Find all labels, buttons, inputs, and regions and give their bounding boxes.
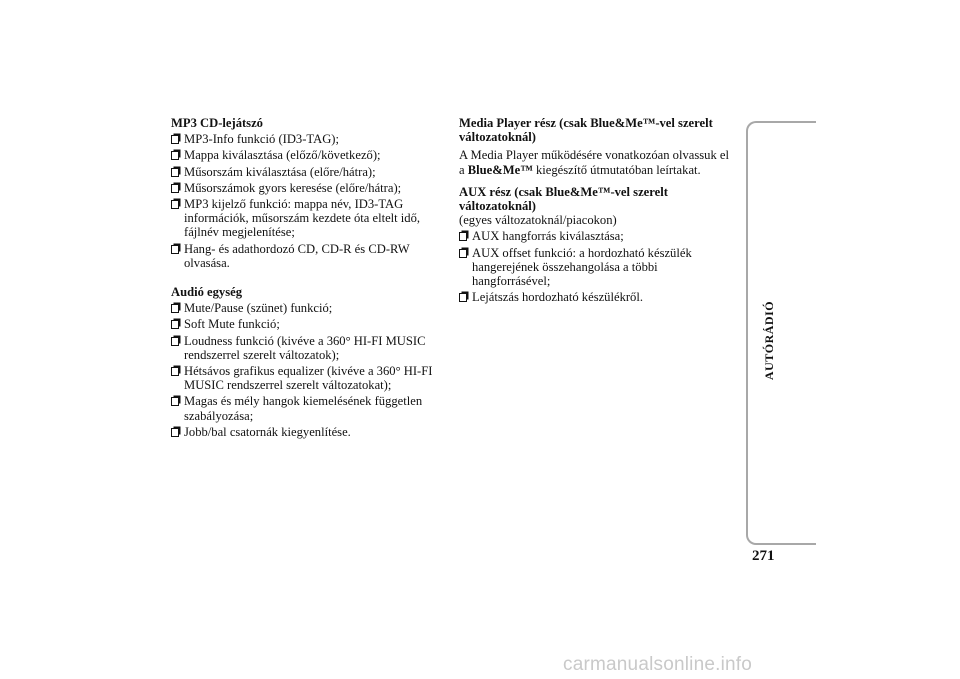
list-item [459, 290, 731, 304]
list-item-text: Mute/Pause (szünet) funkció; [184, 301, 333, 316]
list-item [171, 425, 439, 439]
list-item [171, 334, 439, 362]
aux-subheading: (egyes változatoknál/piacokon) [459, 213, 617, 228]
list-item-text: Loudness funkció (kivéve a 360° HI-FI MUSIC rendszerrel szerelt változatok); [184, 333, 426, 362]
audio-list [171, 301, 439, 439]
list-item [171, 197, 439, 240]
right-column [459, 116, 731, 306]
mp3-list [171, 132, 439, 270]
left-column [171, 116, 439, 441]
checkbox-bullet-icon [171, 168, 179, 177]
mp3-heading: MP3 CD-lejátszó [171, 116, 263, 130]
list-item-text: Magas és mély hangok kiemelésének független szabályozása; [184, 394, 423, 423]
media-player-paragraph: A Media Player működésére vonatkozóan olvassuk el a Blue&Me™ kiegészítő útmutatóban leírtakat. [459, 148, 729, 177]
list-item [171, 181, 439, 195]
list-item-text: Soft Mute funkció; [184, 317, 280, 332]
chapter-tab-label: AUTÓRÁDIÓ [762, 300, 777, 380]
list-item [171, 317, 439, 331]
page-number: 271 [752, 548, 775, 564]
list-item [459, 229, 731, 243]
list-item [171, 242, 439, 270]
checkbox-bullet-icon [171, 135, 179, 144]
checkbox-bullet-icon [171, 304, 179, 313]
aux-heading: AUX rész (csak Blue&Me™-vel szerelt változatoknál) [459, 184, 668, 214]
list-item [171, 394, 439, 422]
blue-me-brand: Blue&Me™ [467, 162, 533, 177]
checkbox-bullet-icon [171, 245, 179, 254]
checkbox-bullet-icon [171, 200, 179, 209]
list-item-text: AUX hangforrás kiválasztása; [472, 229, 624, 244]
chapter-tab-frame [746, 121, 816, 545]
list-item [171, 165, 439, 179]
watermark: carmanualsonline.info [563, 654, 753, 675]
list-item [459, 246, 731, 289]
list-item [171, 301, 439, 315]
list-item [171, 132, 439, 146]
checkbox-bullet-icon [171, 428, 179, 437]
aux-list [459, 229, 731, 304]
list-item [171, 364, 439, 392]
list-item-text: Műsorszámok gyors keresése (előre/hátra); [184, 180, 402, 195]
list-item-text: MP3 kijelző funkció: mappa név, ID3-TAG információk, műsorszám kezdete óta eltelt idő, fájlnév megjelenítése; [184, 197, 421, 240]
list-item [171, 148, 439, 162]
checkbox-bullet-icon [171, 397, 179, 406]
checkbox-bullet-icon [459, 232, 467, 241]
checkbox-bullet-icon [171, 320, 179, 329]
list-item-text: Mappa kiválasztása (előző/következő); [184, 148, 381, 163]
list-item-text: Jobb/bal csatornák kiegyenlítése. [184, 424, 351, 439]
checkbox-bullet-icon [459, 249, 467, 258]
list-item-text: MP3-Info funkció (ID3-TAG); [184, 132, 339, 147]
list-item-text: Lejátszás hordozható készülékről. [472, 290, 643, 305]
list-item-text: Hétsávos grafikus equalizer (kivéve a 360° HI-FI MUSIC rendszerrel szerelt változatokat); [184, 364, 433, 393]
checkbox-bullet-icon [171, 367, 179, 376]
checkbox-bullet-icon [171, 184, 179, 193]
media-player-heading: Media Player rész (csak Blue&Me™-vel szerelt változatoknál) [459, 116, 713, 145]
list-item-text: AUX offset funkció: a hordozható készülék hangerejének összehangolása a többi hangforrásével; [472, 245, 692, 289]
checkbox-bullet-icon [171, 337, 179, 346]
checkbox-bullet-icon [459, 293, 467, 302]
checkbox-bullet-icon [171, 151, 179, 160]
list-item-text: Műsorszám kiválasztása (előre/hátra); [184, 164, 376, 179]
list-item-text: Hang- és adathordozó CD, CD-R és CD-RW olvasása. [184, 241, 410, 270]
audio-heading: Audió egység [171, 285, 243, 300]
